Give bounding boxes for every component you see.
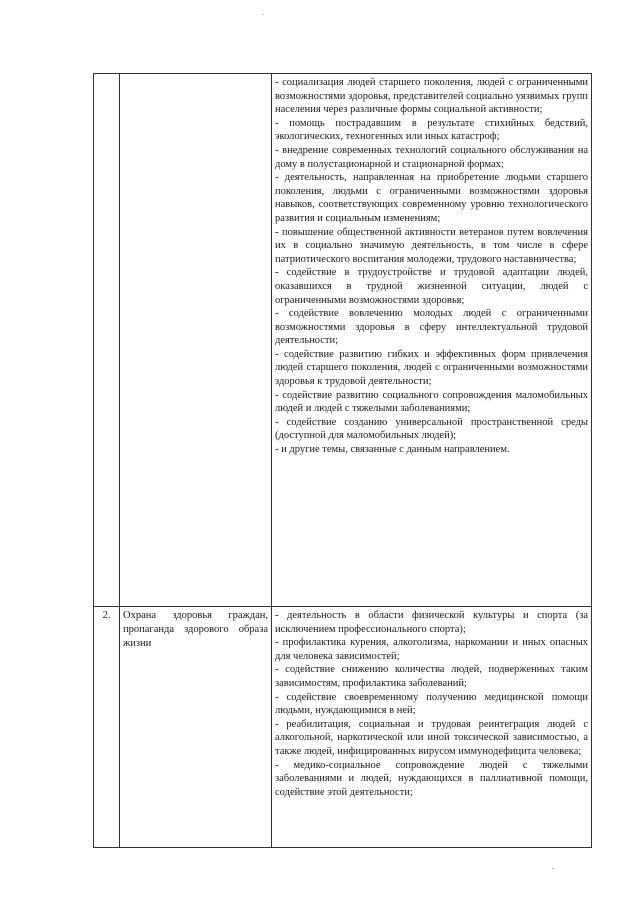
list-item: - содействие развитию гибких и эффективных форм привлечения людей старшего поколения, людей с ограниченными возможностями здоровья к трудовой деятельности;: [275, 348, 588, 388]
list-item: - содействие в трудоустройстве и трудовой адаптации людей, оказавшихся в трудной жизненной ситуации, людей с ограниченными возможностями здоровья;: [275, 267, 588, 306]
list-item: - профилактика курения, алкоголизма, наркомании и иных опасных для человека зависимостей;: [275, 637, 588, 662]
list-item: - содействие снижению количества людей, подверженных таким зависимостям, профилактика заболеваний;: [275, 664, 588, 689]
table-row: [94, 607, 592, 848]
list-item: - медико-социальное сопровождение людей с тяжелыми заболеваниями и людей, нуждающихся в паллиативной помощи, содействие этой деятельности;: [275, 759, 588, 798]
list-item: - деятельность в области физической культуры и спорта (за исключением профессионального спорта);: [275, 610, 588, 635]
list-item: - содействие своевременному получению медицинской помощи людьми, нуждающимися в ней;: [275, 691, 588, 717]
list-item: - содействие вовлечению молодых людей с ограниченными возможностями здоровья в сферу интеллектуальной трудовой деятельности;: [275, 308, 588, 347]
row-number-cell: 2.: [94, 607, 120, 848]
list-item: - реабилитация, социальная и трудовая реинтеграция людей с алкогольной, наркотической или иной токсической зависимостью, а также людей, инфицированных вирусом иммунодефицита человека;: [275, 718, 588, 757]
scan-speck: [552, 868, 554, 869]
list-item: - деятельность, направленная на приобретение людьми старшего поколения, людьми с ограниченными возможностями здоровья навыков, соответствующих современному уровню технологического развития и социальным изменениям;: [275, 172, 588, 224]
scan-speck: [262, 14, 264, 15]
grants-directions-table: [93, 73, 592, 848]
list-item: - повышение общественной активности ветеранов путем вовлечения их в социально значимую деятельность, в том числе в сфере патриотического воспитания молодежи, трудового наставничества;: [275, 226, 588, 265]
row-number-cell: [94, 74, 120, 607]
list-item: - содействие развитию социального сопровождения маломобильных людей и людей с тяжелыми заболеваниями;: [275, 389, 588, 415]
list-item: - и другие темы, связанные с данным направлением.: [275, 444, 510, 456]
activities-cell: [272, 607, 592, 848]
table-row: [94, 74, 592, 607]
direction-cell: Охрана здоровья граждан, пропаганда здорового образа жизни: [120, 607, 272, 848]
list-item: - социализация людей старшего поколения, людей с ограниченными возможностями здоровья, представителей социально уязвимых групп населения через различные формы социальной активности;: [275, 77, 588, 116]
list-item: - помощь пострадавшим в результате стихийных бедствий, экологических, техногенных или иных катастроф;: [275, 117, 588, 143]
direction-cell: [120, 74, 272, 607]
list-item: - внедрение современных технологий социального обслуживания на дому в полустационарной и стационарной формах;: [275, 144, 588, 170]
activities-cell: [272, 74, 592, 607]
list-item: - содействие созданию универсальной пространственной среды (доступной для маломобильных людей);: [275, 416, 588, 442]
